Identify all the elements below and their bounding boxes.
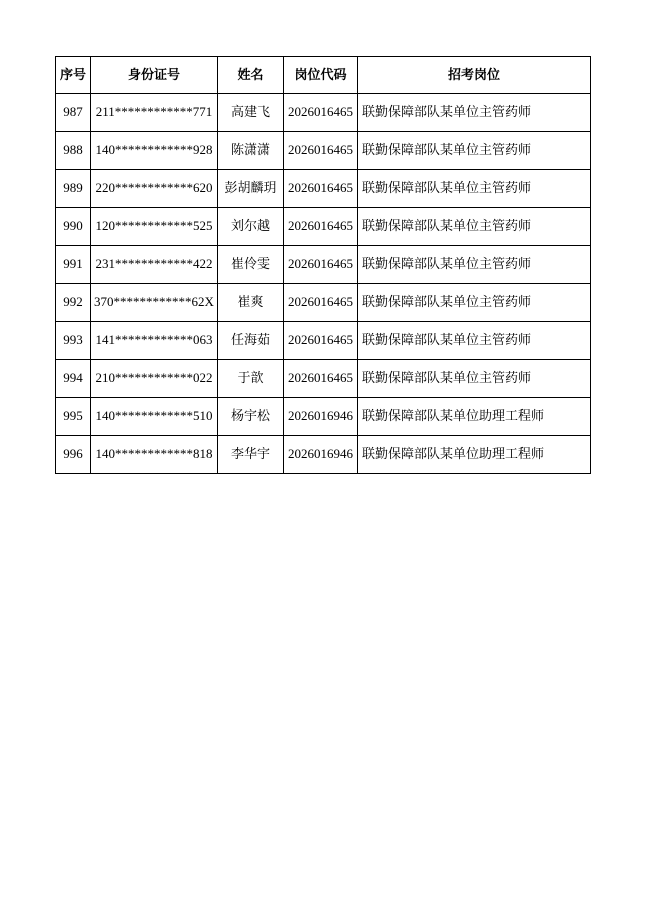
table-body bbox=[56, 94, 591, 474]
table-cell-job-code: 2026016465 bbox=[284, 284, 358, 322]
table-cell-id-number: 210************022 bbox=[91, 360, 218, 398]
table-cell-index: 992 bbox=[56, 284, 91, 322]
table-cell-name: 刘尔越 bbox=[218, 208, 284, 246]
table-cell-position: 联勤保障部队某单位主管药师 bbox=[358, 360, 591, 398]
table-cell-id-number: 140************818 bbox=[91, 436, 218, 474]
table-cell-job-code: 2026016465 bbox=[284, 170, 358, 208]
table-cell-name: 崔爽 bbox=[218, 284, 284, 322]
table-cell-index: 996 bbox=[56, 436, 91, 474]
column-header-name: 姓名 bbox=[218, 57, 284, 94]
column-header-id-number: 身份证号 bbox=[91, 57, 218, 94]
table-cell-name: 崔伶雯 bbox=[218, 246, 284, 284]
table-cell-id-number: 140************928 bbox=[91, 132, 218, 170]
table-cell-index: 988 bbox=[56, 132, 91, 170]
table-cell-job-code: 2026016465 bbox=[284, 208, 358, 246]
table-cell-id-number: 211************771 bbox=[91, 94, 218, 132]
table-cell-job-code: 2026016465 bbox=[284, 132, 358, 170]
table-cell-position: 联勤保障部队某单位主管药师 bbox=[358, 132, 591, 170]
table-cell-name: 高建飞 bbox=[218, 94, 284, 132]
table-cell-position: 联勤保障部队某单位主管药师 bbox=[358, 284, 591, 322]
table-cell-position: 联勤保障部队某单位主管药师 bbox=[358, 208, 591, 246]
table-cell-index: 993 bbox=[56, 322, 91, 360]
column-header-position: 招考岗位 bbox=[358, 57, 591, 94]
table-cell-id-number: 141************063 bbox=[91, 322, 218, 360]
table-cell-name: 于歆 bbox=[218, 360, 284, 398]
table-row bbox=[56, 170, 591, 208]
table-cell-name: 陈潇潇 bbox=[218, 132, 284, 170]
table-cell-index: 990 bbox=[56, 208, 91, 246]
table-cell-index: 989 bbox=[56, 170, 91, 208]
table-header-row bbox=[56, 57, 591, 94]
table-cell-id-number: 231************422 bbox=[91, 246, 218, 284]
table-cell-name: 彭胡麟玥 bbox=[218, 170, 284, 208]
table-cell-id-number: 370************62X bbox=[91, 284, 218, 322]
column-header-job-code: 岗位代码 bbox=[284, 57, 358, 94]
column-header-index: 序号 bbox=[56, 57, 91, 94]
table-cell-index: 991 bbox=[56, 246, 91, 284]
table-cell-position: 联勤保障部队某单位主管药师 bbox=[358, 170, 591, 208]
table-cell-index: 987 bbox=[56, 94, 91, 132]
table-cell-name: 李华宇 bbox=[218, 436, 284, 474]
table-cell-job-code: 2026016465 bbox=[284, 322, 358, 360]
table-cell-job-code: 2026016465 bbox=[284, 246, 358, 284]
table-cell-job-code: 2026016465 bbox=[284, 360, 358, 398]
table-row bbox=[56, 94, 591, 132]
table-cell-position: 联勤保障部队某单位主管药师 bbox=[358, 246, 591, 284]
table-cell-position: 联勤保障部队某单位助理工程师 bbox=[358, 398, 591, 436]
table-cell-job-code: 2026016946 bbox=[284, 398, 358, 436]
table-cell-id-number: 220************620 bbox=[91, 170, 218, 208]
table-cell-id-number: 140************510 bbox=[91, 398, 218, 436]
table-row bbox=[56, 208, 591, 246]
recruitment-roster-table bbox=[55, 56, 591, 474]
table-cell-job-code: 2026016465 bbox=[284, 94, 358, 132]
table-cell-index: 994 bbox=[56, 360, 91, 398]
table-row bbox=[56, 398, 591, 436]
table-cell-job-code: 2026016946 bbox=[284, 436, 358, 474]
table-row bbox=[56, 246, 591, 284]
table-cell-position: 联勤保障部队某单位主管药师 bbox=[358, 322, 591, 360]
table-cell-name: 任海茹 bbox=[218, 322, 284, 360]
table-row bbox=[56, 436, 591, 474]
table-cell-index: 995 bbox=[56, 398, 91, 436]
table-cell-position: 联勤保障部队某单位主管药师 bbox=[358, 94, 591, 132]
table-row bbox=[56, 284, 591, 322]
table-row bbox=[56, 132, 591, 170]
table-cell-position: 联勤保障部队某单位助理工程师 bbox=[358, 436, 591, 474]
table-row bbox=[56, 322, 591, 360]
table-row bbox=[56, 360, 591, 398]
table-cell-name: 杨宇松 bbox=[218, 398, 284, 436]
table-cell-id-number: 120************525 bbox=[91, 208, 218, 246]
